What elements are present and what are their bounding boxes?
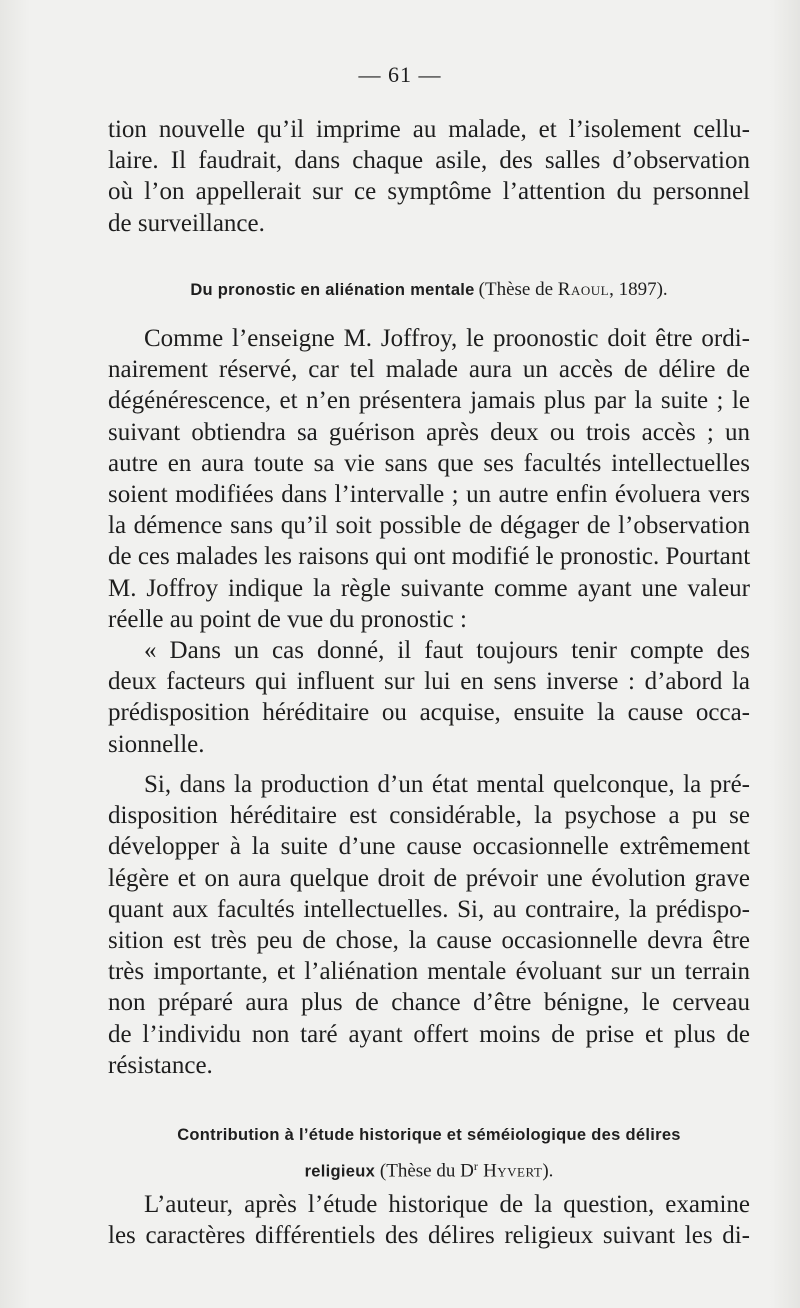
heading-title-cont: religieux (304, 1162, 376, 1181)
heading-line (108, 274, 750, 305)
text-line: de ces malades les raisons qui ont modifié le pronostic. Pourtant (108, 543, 751, 571)
text-line: réelle au point de vue du pronostic : (108, 605, 467, 633)
heading-source-open: (Thèse du D (375, 1160, 474, 1182)
text-line: laire. Il faudrait, dans chaque asile, des salles d’observation (108, 147, 750, 175)
text-line: développer à la suite d’une cause occasionnelle extrêmement (108, 833, 750, 861)
heading-source-close: ). (542, 1160, 554, 1182)
text-line: L’auteur, après l’étude historique de la question, examine (144, 1191, 750, 1218)
text-line: résistance. (108, 1051, 213, 1079)
text-line: très importante, et l’aliénation mentale évoluant sur un terrain (108, 958, 750, 986)
heading-superscript: r (473, 1159, 478, 1173)
text-line: sition est très peu de chose, la cause occasionnelle devra être (108, 926, 750, 954)
section-heading-pronostic (108, 274, 750, 305)
paragraph-predisposition (108, 769, 750, 1081)
text-line: tion nouvelle qu’il imprime au malade, et l’isolement cellu- (108, 116, 750, 143)
text-line: dégénérescence, et n’en présentera jamais plus par la suite ; le (108, 387, 750, 415)
heading-author: Hyvert (477, 1160, 543, 1182)
page-number: — 61 — (358, 62, 442, 87)
heading-line (108, 1120, 750, 1151)
heading-line (108, 1151, 750, 1182)
text-line: Comme l’enseigne M. Joffroy, le proonostic doit être ordi- (144, 325, 750, 352)
text-line: où l’on appellerait sur ce symptôme l’attention du personnel (108, 178, 750, 206)
text-line: la démence sans qu’il soit possible de dégager de l’observation (108, 512, 750, 540)
text-line: soient modifiées dans l’intervalle ; un autre enfin évoluera vers (108, 480, 750, 508)
text-line: non préparé aura plus de chance d’être bénigne, le cerveau (108, 989, 750, 1017)
heading-author: Raoul (557, 279, 610, 300)
text-line: les caractères différentiels des délires religieux suivant les di- (108, 1222, 750, 1250)
text-line: de l’individu non taré ayant offert moins de prise et plus de (108, 1020, 750, 1048)
text-line: prédisposition héréditaire ou acquise, ensuite la cause occa- (108, 699, 750, 727)
heading-source-close: , 1897). (609, 279, 668, 300)
text-line: suivant obtiendra sa guérison après deux ou trois accès ; un (108, 418, 750, 446)
text-line: Si, dans la production d’un état mental quelconque, la pré- (144, 771, 750, 798)
text-line: sionnelle. (108, 730, 205, 758)
text-line: nairement réservé, car tel malade aura un accès de délire de (108, 356, 750, 384)
text-line: légère et on aura quelque droit de prévoir une évolution grave (108, 864, 750, 892)
section-heading-delires-religieux (108, 1120, 750, 1182)
paragraph-joffroy (108, 323, 750, 635)
paragraph-auteur (108, 1189, 750, 1251)
text-line: M. Joffroy indique la règle suivante comme ayant une valeur (108, 574, 750, 602)
text-line: de surveillance. (108, 209, 265, 237)
paragraph-continuation (108, 114, 750, 239)
text-line: autre en aura toute sa vie sans que ses facultés intellectuelles (108, 449, 750, 477)
heading-title: Contribution à l’étude historique et séméiologique des délires (177, 1126, 681, 1144)
text-line: « Dans un cas donné, il faut toujours tenir compte des (144, 637, 750, 664)
text-line: deux facteurs qui influent sur lui en sens inverse : d’abord la (108, 668, 750, 696)
text-line: disposition héréditaire est considérable, la psychose a pu se (108, 802, 750, 830)
heading-title: Du pronostic en aliénation mentale (190, 281, 475, 299)
text-line: quant aux facultés intellectuelles. Si, au contraire, la prédispo- (108, 895, 750, 923)
paragraph-quote (108, 635, 750, 760)
heading-source-open: (Thèse de (478, 279, 558, 300)
